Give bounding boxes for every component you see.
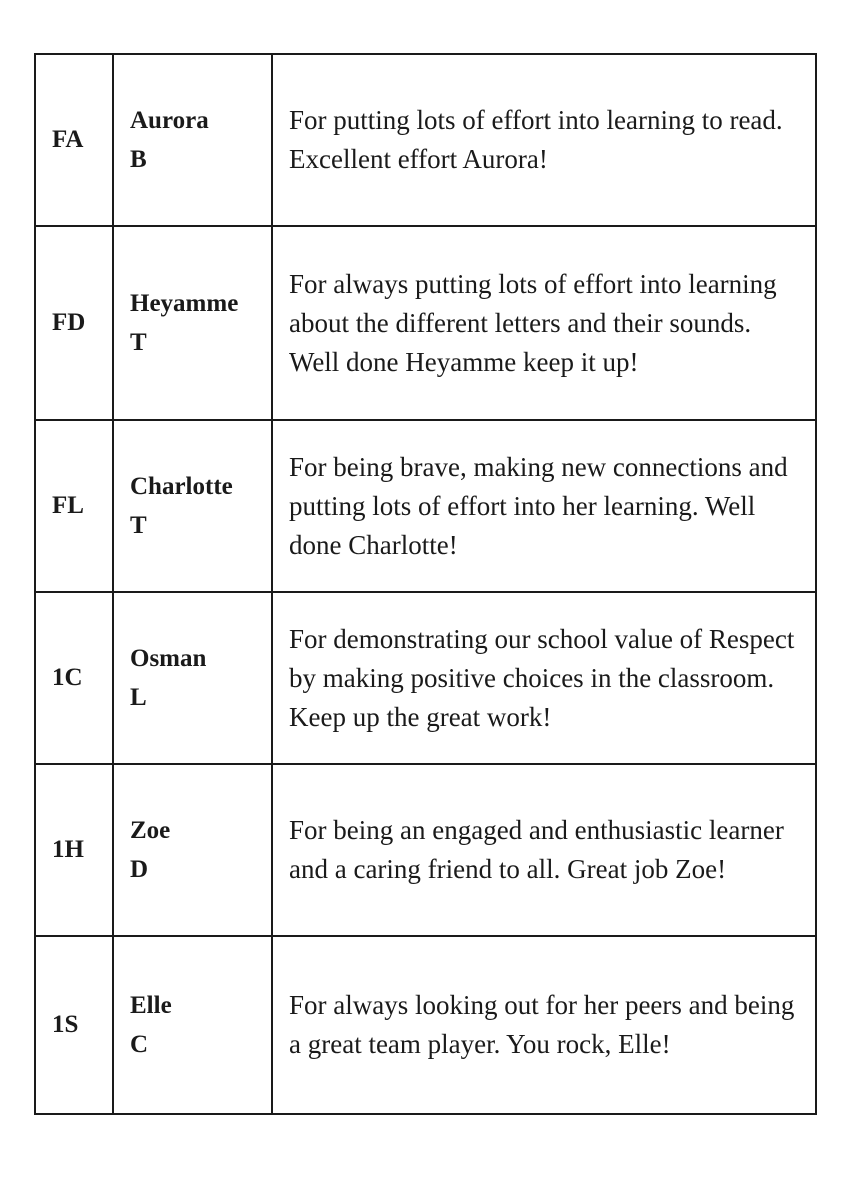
table-row	[35, 764, 816, 936]
table-row	[35, 936, 816, 1114]
student-initial: T	[130, 329, 147, 356]
award-reason: For being an engaged and enthusiastic learner and a caring friend to all. Great job Zoe!	[272, 764, 816, 936]
class-code: 1H	[35, 764, 113, 936]
student-name	[113, 54, 272, 226]
student-first-name: Aurora	[130, 107, 209, 134]
student-initial: B	[130, 146, 147, 173]
student-initial: T	[130, 512, 147, 539]
student-first-name: Charlotte	[130, 473, 233, 500]
student-initial: D	[130, 856, 149, 883]
student-first-name: Zoe	[130, 817, 171, 844]
table-row	[35, 54, 816, 226]
class-code: FA	[35, 54, 113, 226]
class-code: FD	[35, 226, 113, 420]
student-initial: C	[130, 1031, 149, 1058]
award-reason: For always looking out for her peers and being a great team player. You rock, Elle!	[272, 936, 816, 1114]
class-code: 1S	[35, 936, 113, 1114]
student-name	[113, 764, 272, 936]
student-initial: L	[130, 684, 147, 711]
award-reason: For always putting lots of effort into learning about the different letters and their sounds. Well done Heyamme keep it up!	[272, 226, 816, 420]
award-reason: For putting lots of effort into learning to read. Excellent effort Aurora!	[272, 54, 816, 226]
class-code: 1C	[35, 592, 113, 764]
student-name	[113, 420, 272, 592]
student-first-name: Osman	[130, 645, 207, 672]
student-name	[113, 592, 272, 764]
class-code: FL	[35, 420, 113, 592]
student-name	[113, 226, 272, 420]
student-first-name: Heyamme	[130, 290, 239, 317]
award-reason: For being brave, making new connections and putting lots of effort into her learning. Well done Charlotte!	[272, 420, 816, 592]
table-row	[35, 226, 816, 420]
awards-table	[34, 53, 817, 1115]
student-name	[113, 936, 272, 1114]
student-first-name: Elle	[130, 992, 172, 1019]
table-row	[35, 592, 816, 764]
table-row	[35, 420, 816, 592]
award-reason: For demonstrating our school value of Respect by making positive choices in the classroom. Keep up the great work!	[272, 592, 816, 764]
